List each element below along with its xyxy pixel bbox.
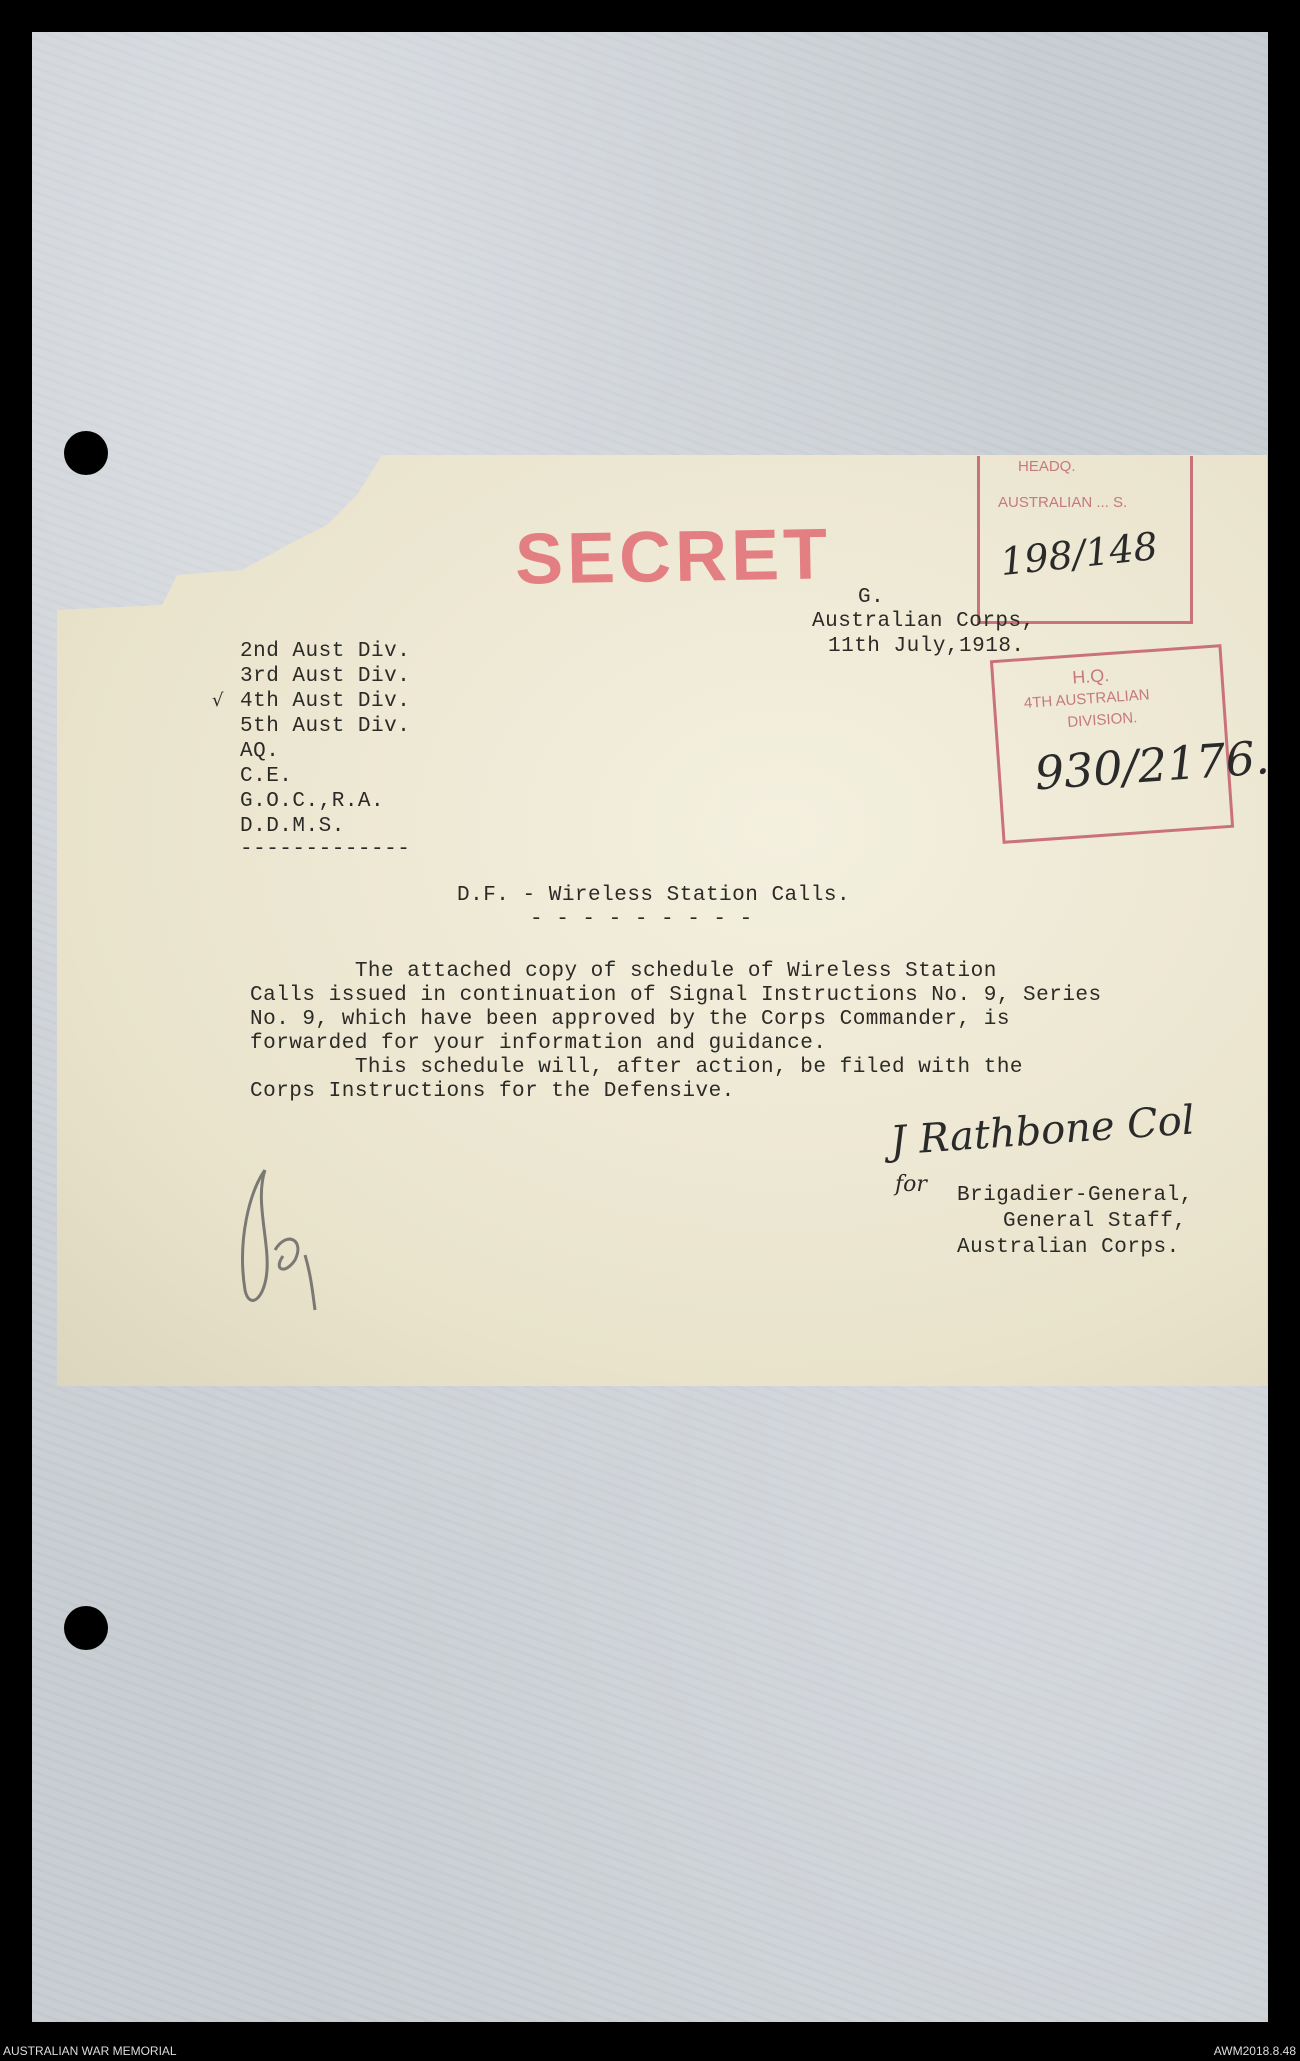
stamp-line: HEADQ. (1018, 458, 1076, 475)
reference-code: G. (858, 586, 885, 609)
punch-hole (64, 1606, 108, 1650)
stamp-line: DIVISION. (1066, 709, 1138, 732)
subject-line: D.F. - Wireless Station Calls. (457, 884, 851, 907)
signature-title: Brigadier-General, (957, 1184, 1193, 1207)
distribution-rule: ------------- (240, 838, 411, 861)
punch-hole (64, 431, 108, 475)
secret-stamp: SECRET (514, 514, 832, 600)
tick-mark: √ (212, 690, 224, 711)
distribution-item: 4th Aust Div. (240, 690, 411, 713)
body-line: forwarded for your information and guidance. (250, 1032, 827, 1055)
signature-for-mark: for (895, 1172, 927, 1197)
stamp-handwritten-number: 198/148 (998, 523, 1160, 585)
signature-title: General Staff, (1003, 1210, 1187, 1233)
origin-line: Australian Corps, (812, 610, 1035, 633)
body-line: The attached copy of schedule of Wireless Station (250, 960, 997, 983)
distribution-item: D.D.M.S. (240, 815, 345, 838)
accession-number: AWM2018.8.48 (1213, 2044, 1296, 2058)
pencil-initials-mark (225, 1160, 335, 1320)
distribution-item: AQ. (240, 740, 280, 763)
stamp-line: AUSTRALIAN ... S. (998, 494, 1128, 511)
body-line: Corps Instructions for the Defensive. (250, 1080, 735, 1103)
signature-title: Australian Corps. (957, 1236, 1180, 1259)
handwritten-signature: J Rathbone Col (888, 1097, 1197, 1165)
distribution-item: 3rd Aust Div. (240, 665, 411, 688)
division-stamp (990, 644, 1272, 844)
credit-label: AUSTRALIAN WAR MEMORIAL (3, 2044, 177, 2058)
body-line: Calls issued in continuation of Signal Instructions No. 9, Series (250, 984, 1102, 1007)
stamp-line: H.Q. (1071, 665, 1110, 688)
distribution-item: C.E. (240, 765, 293, 788)
stamp-handwritten-number: 930/2176. (1032, 730, 1272, 801)
body-line: No. 9, which have been approved by the Corps Commander, is (250, 1008, 1010, 1031)
headquarters-stamp (977, 456, 1193, 624)
distribution-item: 5th Aust Div. (240, 715, 411, 738)
distribution-item: 2nd Aust Div. (240, 640, 411, 663)
distribution-item: G.O.C.,R.A. (240, 790, 385, 813)
subject-rule: - - - - - - - - - (530, 908, 753, 931)
body-line: This schedule will, after action, be filed with the (250, 1056, 1024, 1079)
stamp-line: 4TH AUSTRALIAN (1023, 686, 1151, 713)
date-line: 11th July,1918. (828, 635, 1025, 658)
